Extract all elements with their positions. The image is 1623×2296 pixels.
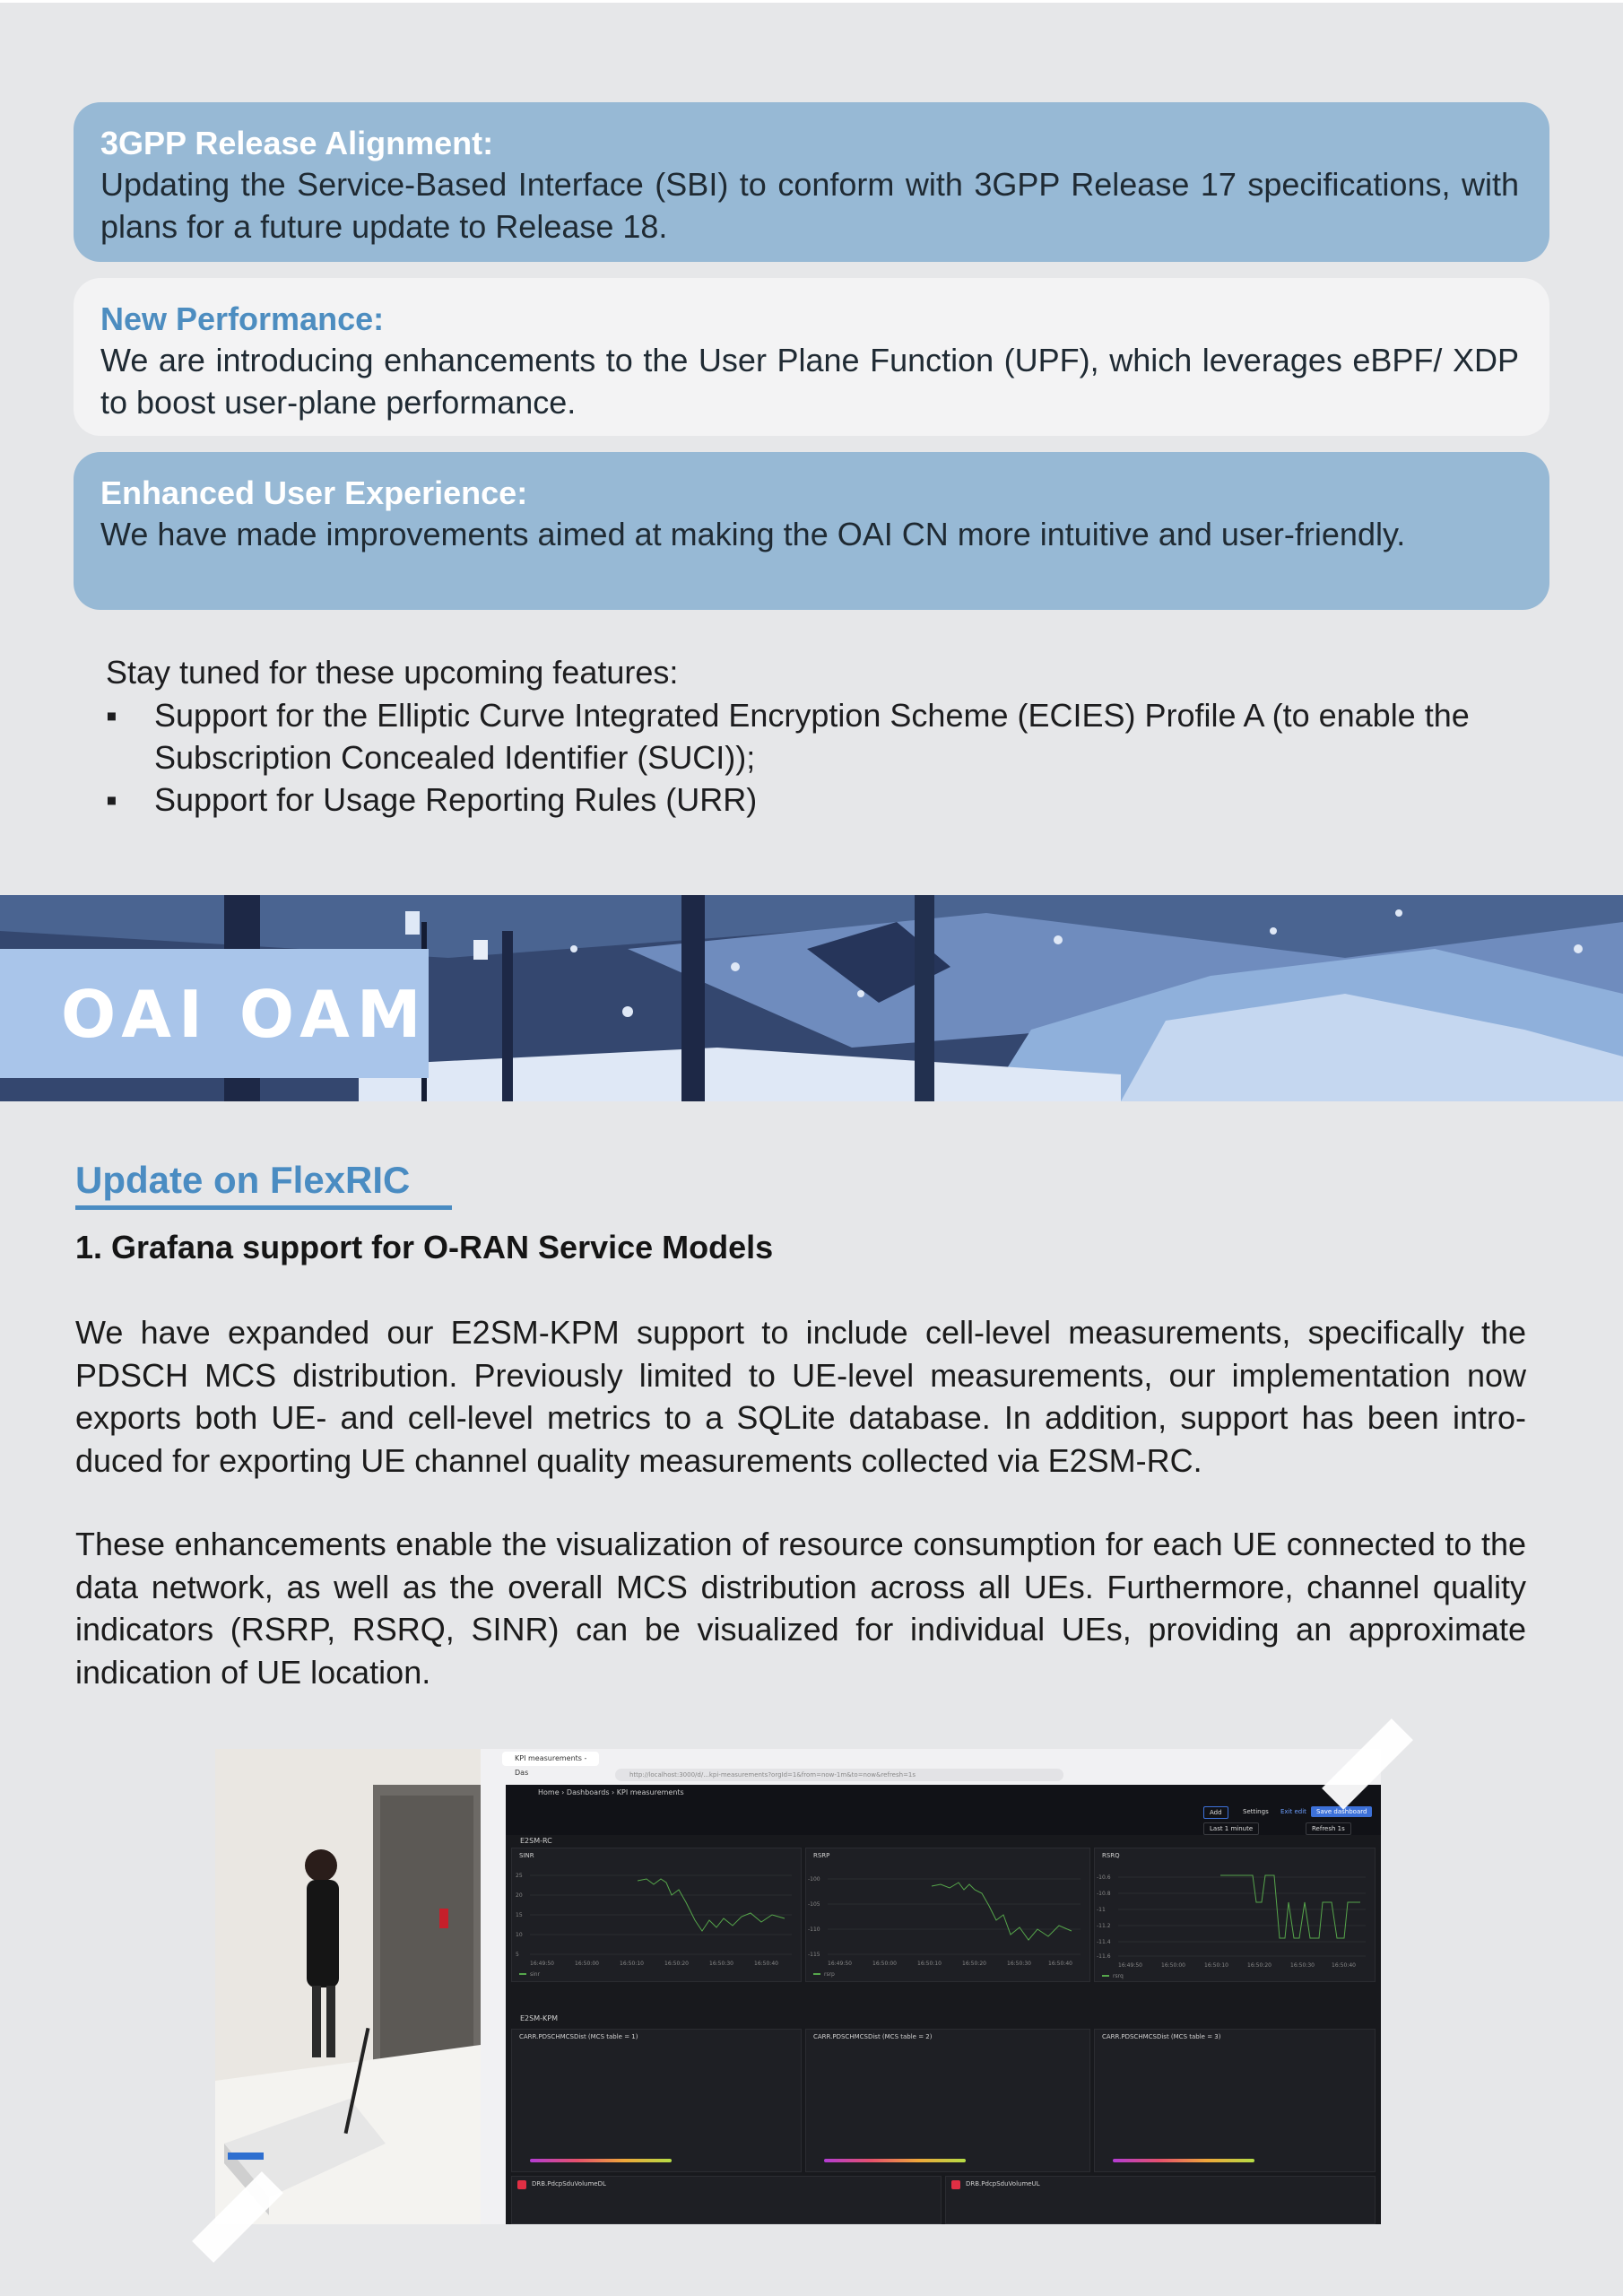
- section-heading: Update on FlexRIC: [75, 1159, 411, 1201]
- kpm-panel-volume-ul: [945, 2176, 1376, 2224]
- breadcrumb: Home › Dashboards › KPI measurements: [538, 1788, 684, 1796]
- y-tick: -11.2: [1097, 1923, 1111, 1929]
- alert-icon: [517, 2180, 526, 2189]
- time-picker: Last 1 minute: [1203, 1822, 1259, 1835]
- y-tick: -115: [808, 1952, 820, 1958]
- x-tick: 16:50:20: [1247, 1962, 1271, 1969]
- y-tick: -105: [808, 1901, 820, 1908]
- x-tick: 16:49:50: [828, 1961, 852, 1967]
- x-tick: 16:49:50: [1118, 1962, 1142, 1969]
- section-paragraph: We have expanded our E2SM-KPM support to include cell-level measurements, specifically the PDSCH MCS distribution. Previously limited to UE-level measurements, our implementation now exports both UE- and cell-level metrics to a SQLite database. In addition, support has been introduced for exporting UE channel quality measurements collected via E2SM-RC.: [75, 1314, 1526, 1479]
- feature-card-user-experience: [74, 452, 1549, 610]
- refresh-picker: Refresh 1s: [1306, 1822, 1351, 1835]
- row-e2sm-kpm: E2SM-KPM: [520, 2014, 558, 2022]
- color-gradient-bar: [530, 2159, 672, 2162]
- bullet-icon: ▪: [106, 697, 117, 734]
- section-subheading: 1. Grafana support for O-RAN Service Models: [75, 1229, 774, 1265]
- upcoming-item: [106, 694, 1527, 778]
- grafana-dashboard-screenshot: [481, 1749, 1381, 2224]
- card-body: We have made improvements aimed at making the OAI CN more intuitive and user-friendly.: [100, 516, 1406, 552]
- card-title: 3GPP Release Alignment:: [100, 125, 494, 161]
- section-paragraph: These enhancements enable the visualization of resource consumption for each UE connected to the data network, as well as the overall MCS distribution across all UEs. Furthermore, channel quality indicators (RSRP, RSRQ, SINR) can be visualized for individual UEs, providing an approximate indication of UE location.: [75, 1526, 1526, 1691]
- panel-title: CARR.PDSCHMCSDist (MCS table = 2): [813, 2033, 933, 2040]
- y-tick: -11.4: [1097, 1939, 1111, 1945]
- panel-title: CARR.PDSCHMCSDist (MCS table = 1): [519, 2033, 638, 2040]
- panel-title: DRB.PdcpSduVolumeUL: [966, 2180, 1040, 2187]
- bullet-icon: ▪: [106, 781, 117, 818]
- x-tick: 16:50:40: [754, 1961, 778, 1967]
- y-tick: -100: [808, 1876, 820, 1883]
- banner-title: OAI OAM: [61, 977, 429, 1052]
- y-tick: 25: [516, 1873, 523, 1879]
- kpm-panel-mcs-table-2: [805, 2029, 1090, 2172]
- card-title: Enhanced User Experience:: [100, 474, 528, 511]
- kpm-panel-volume-dl: [511, 2176, 942, 2224]
- x-tick: 16:50:40: [1332, 1962, 1356, 1969]
- card-body: Updating the Service-Based Interface (SBI) to conform with 3GPP Release 17 specifications, with plans for a future update to Release 18.: [100, 166, 1519, 245]
- alert-icon: [951, 2180, 960, 2189]
- browser-bar: [481, 1749, 1381, 1785]
- upcoming-intro: Stay tuned for these upcoming features:: [106, 654, 679, 691]
- y-tick: -110: [808, 1926, 820, 1933]
- chart-panel-rsrp: [805, 1848, 1090, 1982]
- upcoming-item-text: Support for Usage Reporting Rules (URR): [154, 781, 758, 818]
- address-bar: http://localhost:3000/d/...kpi-measurements?orgId=1&from=now-1m&to=now&refresh=1s: [615, 1769, 1063, 1781]
- legend-label: rsrp: [824, 1971, 835, 1978]
- x-tick: 16:50:10: [620, 1961, 644, 1967]
- card-title: New Performance:: [100, 300, 385, 337]
- feature-card-performance: [74, 278, 1549, 436]
- legend-label: rsrq: [1113, 1973, 1124, 1979]
- x-tick: 16:50:10: [1204, 1962, 1228, 1969]
- y-tick: -10.6: [1097, 1874, 1111, 1881]
- browser-sidebar: [481, 1785, 506, 2224]
- x-tick: 16:50:10: [917, 1961, 942, 1967]
- chart-panel-rsrq: [1094, 1848, 1376, 1982]
- upcoming-item-text: Support for the Elliptic Curve Integrated Encryption Scheme (ECIES) Profile A (to enable the Subscription Concealed Identifier (SUCI));: [154, 697, 1470, 776]
- y-tick: 10: [516, 1932, 523, 1938]
- photo-user-with-phone: [215, 1749, 481, 2224]
- y-tick: -11.6: [1097, 1953, 1111, 1960]
- settings-button: Settings: [1243, 1808, 1269, 1815]
- save-dashboard-button: Save dashboard: [1311, 1806, 1372, 1817]
- x-tick: 16:50:00: [1161, 1962, 1185, 1969]
- x-tick: 16:50:30: [1007, 1961, 1031, 1967]
- exit-edit-button: Exit edit: [1280, 1808, 1306, 1815]
- y-tick: 5: [516, 1952, 519, 1958]
- color-gradient-bar: [1113, 2159, 1254, 2162]
- kpm-panel-mcs-table-3: [1094, 2029, 1376, 2172]
- top-edge: [0, 0, 1623, 3]
- x-tick: 16:50:30: [1290, 1962, 1315, 1969]
- y-tick: -11: [1097, 1907, 1106, 1913]
- x-tick: 16:50:00: [575, 1961, 599, 1967]
- x-tick: 16:50:00: [872, 1961, 897, 1967]
- browser-tab: KPI measurements - Das: [502, 1752, 599, 1766]
- chart-panel-sinr: [511, 1848, 802, 1982]
- panel-title: RSRQ: [1102, 1852, 1120, 1859]
- row-e2sm-rc: E2SM-RC: [520, 1837, 552, 1845]
- color-gradient-bar: [824, 2159, 966, 2162]
- upcoming-item: [106, 778, 1527, 821]
- kpm-panel-mcs-table-1: [511, 2029, 802, 2172]
- feature-card-release-alignment: [74, 102, 1549, 262]
- y-tick: 15: [516, 1912, 523, 1918]
- y-tick: 20: [516, 1892, 523, 1899]
- x-tick: 16:49:50: [530, 1961, 554, 1967]
- x-tick: 16:50:30: [709, 1961, 733, 1967]
- section-underline: [75, 1205, 452, 1210]
- panel-title: CARR.PDSCHMCSDist (MCS table = 3): [1102, 2033, 1221, 2040]
- card-body: We are introducing enhancements to the User Plane Function (UPF), which leverages eBPF/ XDP to boost user-plane performance.: [100, 342, 1519, 421]
- legend-label: sinr: [530, 1971, 541, 1978]
- panel-title: RSRP: [813, 1852, 830, 1859]
- y-tick: -10.8: [1097, 1891, 1111, 1897]
- panel-title: SINR: [519, 1852, 534, 1859]
- x-tick: 16:50:40: [1048, 1961, 1072, 1967]
- x-tick: 16:50:20: [962, 1961, 986, 1967]
- x-tick: 16:50:20: [664, 1961, 689, 1967]
- panel-title: DRB.PdcpSduVolumeDL: [532, 2180, 606, 2187]
- add-button: Add: [1203, 1806, 1228, 1819]
